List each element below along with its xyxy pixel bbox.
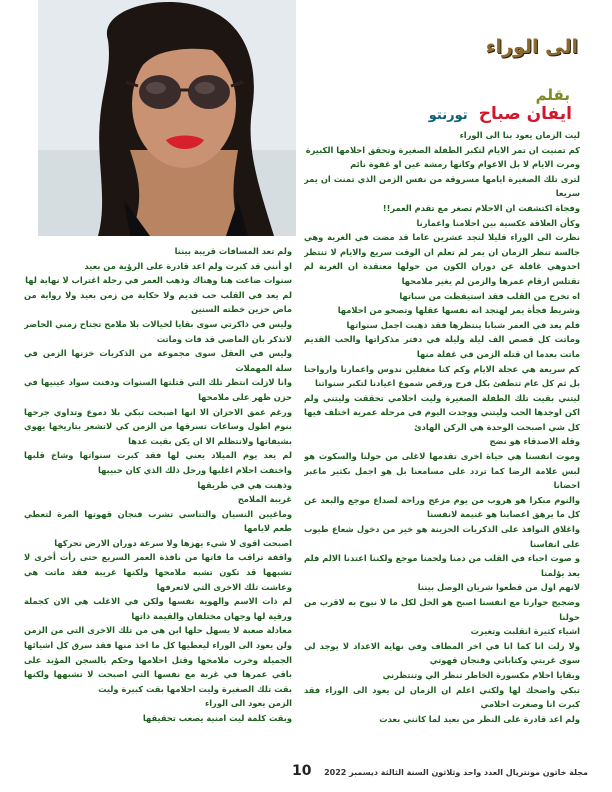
byline — [429, 86, 572, 124]
paragraph: واقفة تراقب ما فاتها من نافذة العمر السريع حتى رأت أخرى لا تشبهها قد تكون تشبه ملامحها ولكنها غريبة فقد ماتت هي وعاشت تلك الاخرى التي لاتعرفها — [24, 552, 292, 592]
paragraph: كم تمنيت ان تمر الايام لتكبر الطفلة الصغيرة وتحقق احلامها الكبيرة — [305, 144, 580, 155]
article-title: الى الوراء — [485, 36, 578, 58]
paragraph: وكأن العلاقة عكسية بين احلامنا واعمارنا — [416, 217, 580, 228]
paragraph: لم ذات الاسم والهوية نفسها ولكن في الاغلب هي الان كجملة ورقية لها وجهان مختلفان والقيمة ذاتها — [24, 596, 292, 621]
paragraph: وليس في ذاكرتي سوى بقايا لخيالات بلا ملامح تجتاح زمني الحاضر لاتذكر بان الماضي قد فات وماتت — [24, 318, 292, 344]
paragraph: وذهبت هي في طريقها — [197, 479, 292, 490]
paragraph: وليس في العقل سوى مجموعة من الذكريات خزنها الزمن في سلة المهملات — [24, 348, 292, 373]
paragraph: الزمن يعود الى الوراء — [204, 698, 292, 709]
paragraph: ليت الزمان يعود بنا الى الوراء — [459, 130, 580, 140]
paragraph: لترى تلك الصغيرة ايامها مسروقة من نفس الزمن الذي تمنت ان يمر سريعا — [304, 173, 580, 199]
paragraph: نظرت الى الوراء قليلا لتجد عشرين عاما قد مضت في الغربة وهي جالسة تنظر الزمان ان يمر لم تعلم ان الوقت سريع والايام لا تنتظر احدوهي غافلة عن دوران الكون من حولها معتقدة ان الغربة لم تقتلس ارقام عمرها والزمن لم يغير ملامحها — [304, 232, 580, 286]
paragraph: اشياء كثيرة انقلبت وتغيرت — [470, 626, 580, 637]
paragraph: وفجاة اكتشفت ان الاحلام تصغر مع تقدم العمر!! — [382, 202, 580, 213]
paragraph: والنوم مبكرا هو هروب من يوم مزعج وراحة لصداع موجع والبعد عن كل ما يرهق اعصابنا هو غنيمة لانفسنا — [304, 494, 580, 520]
paragraph: معادلة صعبة لا يسهل حلها ابن هي من تلك الاخرى التي من الزمن ولن يعود الى الوراء ليعطيها كل ما اخذ منها فقد سرق كل اشيائها الجميلة وخرب ملامحها وقتل احلامها وحكم بالسجن المؤبد على باقي عمرها في غربة مع نفسها التي اصبحت لا تشبهها ولكنها بقت تلك الصغيرة وليت احلامها بقت كبيرة وليت — [24, 625, 292, 694]
author-portrait-image — [38, 0, 296, 236]
paragraph: ولم تعد المسافات قريبة بيننا — [174, 246, 292, 256]
paragraph: وضجيج حوارنا مع انفسنا اصبح هو الحل لكل ما لا نبوح به لاقرب من حولنا — [304, 597, 580, 622]
paragraph: ومرت الايام لا بل الاعوام وكانها رمشة عين او غفوة نائم — [350, 159, 580, 170]
paragraph: لم يعد يوم الميلاد يعني لها فقد كبرت سنواتها وشاخ قلبها واختفت احلام اغلبها ورحل ذلك الذي كان حبيبها — [24, 450, 292, 475]
paragraph: غريبة الملامح — [237, 494, 292, 505]
paragraph: او أنني قد كبرت ولم اعد قادرة على الرؤية من بعيد — [84, 260, 292, 271]
paragraph: وانا لازلت انتظر تلك التي قتلتها السنوات ودفنت سواد عينيها في حزن ظهر على ملامحها — [24, 377, 292, 402]
paragraph: لانهم اول من قطعوا شريان الوصل بيننا — [417, 582, 580, 593]
author-photo — [38, 0, 296, 236]
paragraph: وماغيبن النسيان والتناسي تشرب فنجان قهوتها المرة لتعطي طعم لايامها — [24, 508, 292, 534]
byline-label: بقلم — [535, 86, 570, 104]
paragraph: وقلة الاصدقاء هو نضج — [489, 436, 580, 447]
paragraph: سنوات ضاعت هنا وهناك وذهب العمر في رحلة اغتراب لا نهاية لها — [25, 275, 292, 286]
paragraph: فلم يعد في العمر شبابا ينتظرها فقد ذهبت اجمل سنواتها — [346, 319, 580, 330]
paragraph: اه تخرج من القلب فقد استيقظت من سباتها — [399, 290, 580, 301]
page-number: 10 — [292, 763, 312, 779]
paragraph: ولا زلت انا كما انا في اخر المطاف وفي نهاية الاعداد لا يوجد لي سوى غربتي وكتاباتي وفنجان قهوتي — [304, 640, 580, 666]
paragraph: لم يعد في القلب حب قديم ولا حكاية من زمن بعيد ولا رواية من ماض حزين خطته السنين — [24, 289, 292, 315]
paragraph: وماتت كل قصص الف ليلة وليلة في دفتر مذكراتها والحب القديم ماتت بعدما ان قتله الزمن في غفلة منها — [304, 334, 580, 359]
paragraph: اصبحت اقوى لا شيء يهزها ولا سرعة دوران الارض تحركها — [54, 537, 292, 548]
paragraph: ورغم عمق الاحزان الا انها اصبحت تبكي بلا دموع وتداوي جرحها بنوم اطول وساعات تسرقها من الزمن كي لاتشعر بتاريخها يهوي بشيفاتها ولاتتظلم الا ان يكن بقيت عدها — [24, 406, 292, 446]
paragraph: ولم اعد قادرة على النظر من بعيد لما كانني بعدت — [379, 713, 580, 724]
paragraph: كم سريعة هي عجلة الايام وكم كنا مغفلين ندوس واعمارنا وارواحنا بل ثم كل عام تتطفئ بكل فرح ورقص شموع اعيادنا لتكبر سنواتنا — [304, 363, 580, 389]
paragraph: واغلاق النوافذ على الذكريات الحزينة هو خير من دخول شعاع طيوب على انفاسنا — [304, 524, 580, 549]
paragraph: وشريط فجأة يمر لهتجد انه نفسها عقلها وتصحو من احلامها — [337, 305, 580, 316]
paragraph: وبقت كلمة ليت امنية يصعب تحقيقها — [142, 713, 292, 723]
paragraph: وبقايا احلام مكسورة الخاطر تنظر الي وتنتظرني — [382, 669, 580, 680]
magazine-issue-line: مجلة خاتون مونتريال العدد واحد وثلاثون السنة الثالثة ديسمبر 2022 — [324, 768, 588, 777]
paragraph: تبكي واضحك لها ولكني اعلم ان الزمان لن يعود الى الوراء فقد كبرت انا وصغرت احلامي — [304, 684, 580, 710]
paragraph: ليتني بقيت تلك الطفلة الصغيرة وليت احلامي تحققت وليتني ولم اكن اوجدها الحب وليتني ووجدت اليوم في مرحلة عمرية اختلف فيها كل شي اصبحت الوحدة هي الركن الهادئ — [304, 392, 580, 432]
author-location: تورنتو — [428, 108, 468, 123]
text-column-right — [304, 128, 580, 764]
text-column-left — [24, 244, 292, 764]
paragraph: و صوت احباء في القلب من دمنا ولحمنا موجع ولكننا اعتدنا الالم فلم يعد يؤلمنا — [304, 553, 580, 578]
page-footer — [0, 762, 612, 790]
author-name: ايفان صباح — [478, 104, 572, 124]
paragraph: وموت انفسنا هي حياة اخرى تقدمها لاغلى من حولنا والسكوت هو لبس علامة الرضا كما تردد على مسامعنا بل هو اجمل بكثير ماعبر احضانا — [304, 451, 580, 491]
